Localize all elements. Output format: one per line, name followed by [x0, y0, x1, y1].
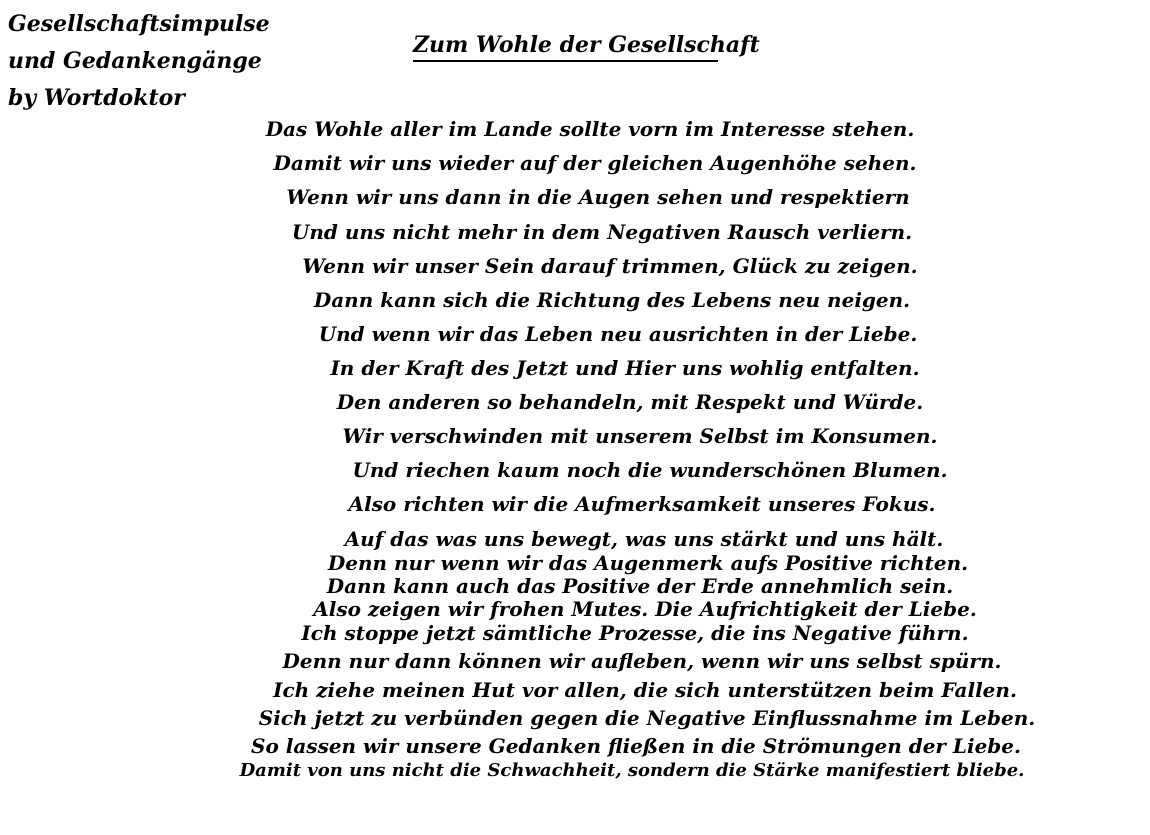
byline-line-1: Gesellschaftsimpulse [8, 11, 270, 37]
poem-body [220, 0, 1060, 835]
poem-line: Dann kann auch das Positive der Erde annehmlich sein. [326, 574, 954, 598]
poem-line: Und riechen kaum noch die wunderschönen Blumen. [352, 458, 948, 482]
poem-line: Also richten wir die Aufmerksamkeit unseres Fokus. [348, 492, 936, 516]
poem-line: Wir verschwinden mit unserem Selbst im Konsumen. [342, 424, 938, 448]
poem-line: Ich stoppe jetzt sämtliche Prozesse, die ins Negative führn. [301, 621, 969, 645]
poem-line: Und uns nicht mehr in dem Negativen Rausch verliern. [291, 220, 913, 244]
poem-line: Ich ziehe meinen Hut vor allen, die sich unterstützen beim Fallen. [273, 678, 1017, 702]
poem-line: Damit von uns nicht die Schwachheit, sondern die Stärke manifestiert bliebe. [239, 760, 1025, 781]
poem-line: Also zeigen wir frohen Mutes. Die Aufrichtigkeit der Liebe. [313, 597, 977, 621]
poem-line: Den anderen so behandeln, mit Respekt und Würde. [336, 390, 924, 414]
poem-line: Damit wir uns wieder auf der gleichen Augenhöhe sehen. [273, 151, 917, 175]
poem-line: Sich jetzt zu verbünden gegen die Negative Einflussnahme im Leben. [258, 706, 1036, 730]
byline-line-3: by Wortdoktor [8, 85, 185, 111]
poem-line: Denn nur wenn wir das Augenmerk aufs Positive richten. [327, 551, 969, 575]
poem-line: So lassen wir unsere Gedanken fließen in die Strömungen der Liebe. [251, 734, 1021, 758]
byline-line-2: und Gedankengänge [8, 48, 262, 74]
poem-line: In der Kraft des Jetzt und Hier uns wohlig entfalten. [330, 356, 920, 380]
poem-line: Wenn wir uns dann in die Augen sehen und respektiern [286, 185, 910, 209]
poem-line: Das Wohle aller im Lande sollte vorn im Interesse stehen. [265, 117, 915, 141]
poem-line: Und wenn wir das Leben neu ausrichten in der Liebe. [318, 322, 918, 346]
poem-line: Auf das was uns bewegt, was uns stärkt und uns hält. [344, 527, 944, 551]
poem-line: Denn nur dann können wir aufleben, wenn wir uns selbst spürn. [282, 649, 1002, 673]
poem-line: Dann kann sich die Richtung des Lebens neu neigen. [313, 288, 911, 312]
poem-line: Wenn wir unser Sein darauf trimmen, Glück zu zeigen. [302, 254, 918, 278]
poem-title: Zum Wohle der Gesellschaft [413, 30, 718, 62]
